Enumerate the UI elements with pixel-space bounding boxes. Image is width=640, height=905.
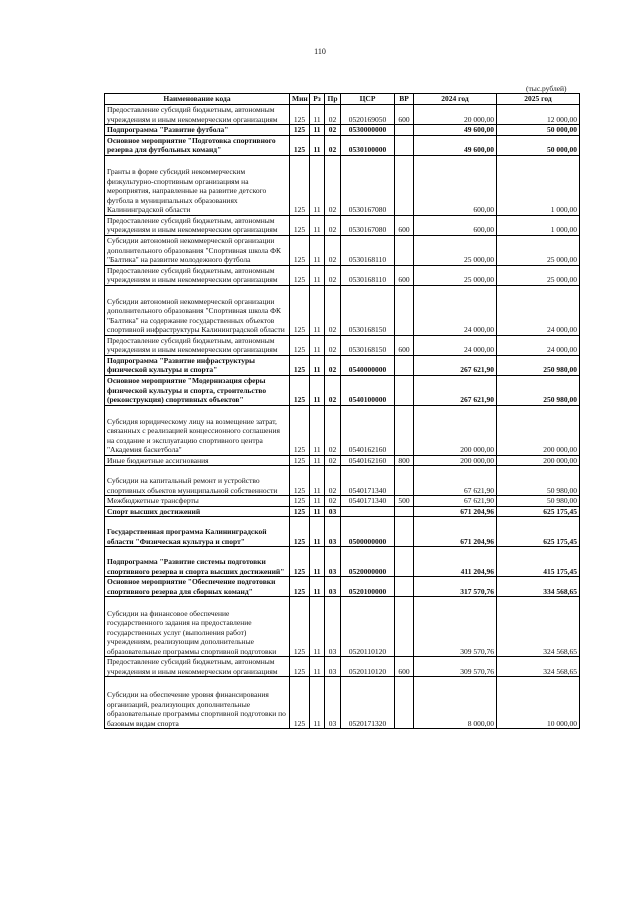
row-min: 125 <box>290 135 310 155</box>
row-year-2025: 625 175,45 <box>497 506 580 517</box>
row-year-2024: 267 621,90 <box>414 355 497 375</box>
row-name: Предоставление субсидий бюджетным, автономным учреждениям и иным некоммерческим организациям <box>105 105 290 125</box>
row-year-2025: 10 000,00 <box>497 677 580 729</box>
row-csr: 0530000000 <box>341 125 395 136</box>
row-name: Предоставление субсидий бюджетным, автономным учреждениям и иным некоммерческим организациям <box>105 215 290 235</box>
row-year-2025: 50 980,00 <box>497 496 580 507</box>
row-pr: 02 <box>325 466 341 496</box>
row-rz: 11 <box>310 265 325 285</box>
row-year-2025: 415 175,45 <box>497 547 580 577</box>
row-vr <box>395 135 414 155</box>
row-year-2024: 309 570,76 <box>414 657 497 677</box>
row-year-2025: 1 000,00 <box>497 155 580 215</box>
table-row <box>105 597 580 657</box>
row-rz: 11 <box>310 657 325 677</box>
row-pr: 03 <box>325 657 341 677</box>
header-rz: Рз <box>310 94 325 105</box>
row-name: Субсидии автономной некоммерческой организации дополнительного образования "Спортивная школа ФК "Балтика" на развитие молодежного футбола <box>105 235 290 265</box>
row-year-2024: 25 000,00 <box>414 265 497 285</box>
row-pr: 03 <box>325 517 341 547</box>
row-year-2025: 50 000,00 <box>497 125 580 136</box>
row-rz: 11 <box>310 506 325 517</box>
row-year-2024: 600,00 <box>414 215 497 235</box>
row-vr: 600 <box>395 265 414 285</box>
row-year-2024: 200 000,00 <box>414 455 497 466</box>
table-row <box>105 577 580 597</box>
row-min: 125 <box>290 155 310 215</box>
row-year-2024: 49 600,00 <box>414 135 497 155</box>
row-vr <box>395 547 414 577</box>
row-name: Предоставление субсидий бюджетным, автономным учреждениям и иным некоммерческим организациям <box>105 265 290 285</box>
row-vr <box>395 677 414 729</box>
row-rz: 11 <box>310 496 325 507</box>
row-rz: 11 <box>310 215 325 235</box>
row-rz: 11 <box>310 335 325 355</box>
table-row <box>105 517 580 547</box>
row-min: 125 <box>290 577 310 597</box>
row-name: Субсидии на финансовое обеспечение государственного задания на предоставление государственных услуг (выполнения работ) учреждениям, реализующим дополнительные образовательные программы спортивной подготовки <box>105 597 290 657</box>
table-row <box>105 657 580 677</box>
table-row <box>105 466 580 496</box>
row-pr: 02 <box>325 335 341 355</box>
row-pr: 02 <box>325 496 341 507</box>
row-year-2025: 24 000,00 <box>497 285 580 335</box>
row-vr <box>395 577 414 597</box>
table-row <box>105 285 580 335</box>
row-name: Иные бюджетные ассигнования <box>105 455 290 466</box>
table-row <box>105 235 580 265</box>
row-name: Подпрограмма "Развитие инфраструктуры физической культуры и спорта" <box>105 355 290 375</box>
budget-table <box>104 93 580 729</box>
table-row <box>105 125 580 136</box>
row-year-2025: 50 980,00 <box>497 466 580 496</box>
table-row <box>105 335 580 355</box>
header-name: Наименование кода <box>105 94 290 105</box>
row-pr: 03 <box>325 547 341 577</box>
row-rz: 11 <box>310 375 325 405</box>
row-vr <box>395 355 414 375</box>
row-min: 125 <box>290 496 310 507</box>
row-min: 125 <box>290 375 310 405</box>
row-year-2025: 250 980,00 <box>497 355 580 375</box>
row-name: Подпрограмма "Развитие системы подготовки спортивного резерва и спорта высших достижений" <box>105 547 290 577</box>
row-year-2024: 411 204,96 <box>414 547 497 577</box>
row-csr: 0530168150 <box>341 335 395 355</box>
header-min: Мин <box>290 94 310 105</box>
row-csr: 0520110120 <box>341 657 395 677</box>
row-year-2025: 334 568,65 <box>497 577 580 597</box>
row-pr: 02 <box>325 235 341 265</box>
row-pr: 03 <box>325 677 341 729</box>
row-rz: 11 <box>310 155 325 215</box>
row-year-2025: 200 000,00 <box>497 455 580 466</box>
row-vr: 600 <box>395 657 414 677</box>
row-csr: 0530168110 <box>341 235 395 265</box>
row-min: 125 <box>290 125 310 136</box>
row-year-2024: 25 000,00 <box>414 235 497 265</box>
row-year-2024: 200 000,00 <box>414 405 497 455</box>
row-year-2025: 200 000,00 <box>497 405 580 455</box>
row-year-2024: 67 621,90 <box>414 496 497 507</box>
row-year-2024: 600,00 <box>414 155 497 215</box>
row-name: Подпрограмма "Развитие футбола" <box>105 125 290 136</box>
row-csr: 0500000000 <box>341 517 395 547</box>
row-csr: 0530168110 <box>341 265 395 285</box>
row-vr <box>395 285 414 335</box>
row-vr <box>395 375 414 405</box>
row-vr: 800 <box>395 455 414 466</box>
row-min: 125 <box>290 506 310 517</box>
row-year-2024: 24 000,00 <box>414 335 497 355</box>
row-rz: 11 <box>310 677 325 729</box>
row-vr: 600 <box>395 105 414 125</box>
row-name: Основное мероприятие "Подготовка спортивного резерва для футбольных команд" <box>105 135 290 155</box>
row-csr: 0540162160 <box>341 405 395 455</box>
row-min: 125 <box>290 455 310 466</box>
header-vr: ВР <box>395 94 414 105</box>
table-row <box>105 677 580 729</box>
row-min: 125 <box>290 335 310 355</box>
table-row <box>105 547 580 577</box>
row-pr: 02 <box>325 375 341 405</box>
row-rz: 11 <box>310 597 325 657</box>
table-row <box>105 506 580 517</box>
row-pr: 02 <box>325 125 341 136</box>
header-year-2024: 2024 год <box>414 94 497 105</box>
header-pr: Пр <box>325 94 341 105</box>
row-vr <box>395 125 414 136</box>
row-vr: 500 <box>395 496 414 507</box>
row-year-2025: 25 000,00 <box>497 235 580 265</box>
row-year-2024: 49 600,00 <box>414 125 497 136</box>
row-pr: 02 <box>325 155 341 215</box>
table-row <box>105 455 580 466</box>
row-vr <box>395 155 414 215</box>
row-vr: 600 <box>395 215 414 235</box>
row-name: Субсидии на обеспечение уровня финансирования организаций, реализующих дополнительные образовательные программы спортивной подготовки по базовым видам спорта <box>105 677 290 729</box>
table-header-row <box>105 94 580 105</box>
page-number: 110 <box>314 47 326 56</box>
row-name: Межбюджетные трансферты <box>105 496 290 507</box>
row-year-2024: 267 621,90 <box>414 375 497 405</box>
row-min: 125 <box>290 105 310 125</box>
row-pr: 03 <box>325 597 341 657</box>
row-year-2025: 1 000,00 <box>497 215 580 235</box>
units-label: (тыс.рублей) <box>526 84 567 93</box>
row-year-2025: 324 568,65 <box>497 597 580 657</box>
row-rz: 11 <box>310 135 325 155</box>
row-name: Субсидии на капитальный ремонт и устройство спортивных объектов муниципальной собственности <box>105 466 290 496</box>
row-min: 125 <box>290 547 310 577</box>
row-vr <box>395 506 414 517</box>
row-rz: 11 <box>310 577 325 597</box>
row-min: 125 <box>290 405 310 455</box>
row-name: Субсидия юридическому лицу на возмещение затрат, связанных с реализацией концессионного соглашения на создание и эксплуатацию спортивного центра "Академия баскетбола" <box>105 405 290 455</box>
row-pr: 03 <box>325 577 341 597</box>
row-min: 125 <box>290 517 310 547</box>
row-name: Предоставление субсидий бюджетным, автономным учреждениям и иным некоммерческим организациям <box>105 657 290 677</box>
row-min: 125 <box>290 355 310 375</box>
row-rz: 11 <box>310 125 325 136</box>
table-row <box>105 105 580 125</box>
row-vr <box>395 235 414 265</box>
table-row <box>105 405 580 455</box>
row-rz: 11 <box>310 466 325 496</box>
row-rz: 11 <box>310 105 325 125</box>
row-min: 125 <box>290 657 310 677</box>
row-pr: 02 <box>325 405 341 455</box>
row-vr <box>395 466 414 496</box>
row-name: Субсидии автономной некоммерческой организации дополнительного образования "Спортивная школа ФК "Балтика" на содержание государственных объектов спортивной инфраструктуры Калининградской области <box>105 285 290 335</box>
row-name: Гранты в форме субсидий некоммерческим физкультурно-спортивным организациям на мероприятия, направленные на развитие детского футбола в муниципальных образованиях Калининградской области <box>105 155 290 215</box>
row-name: Основное мероприятие "Модернизация сферы физической культуры и спорта, строительство (реконструкция) спортивных объектов" <box>105 375 290 405</box>
row-csr: 0540171340 <box>341 466 395 496</box>
row-csr: 0540000000 <box>341 355 395 375</box>
row-year-2024: 24 000,00 <box>414 285 497 335</box>
row-name: Предоставление субсидий бюджетным, автономным учреждениям и иным некоммерческим организациям <box>105 335 290 355</box>
row-csr: 0540162160 <box>341 455 395 466</box>
row-csr: 0540100000 <box>341 375 395 405</box>
row-name: Основное мероприятие "Обеспечение подготовки спортивного резерва для сборных команд" <box>105 577 290 597</box>
row-rz: 11 <box>310 405 325 455</box>
row-vr: 600 <box>395 335 414 355</box>
row-year-2024: 20 000,00 <box>414 105 497 125</box>
row-rz: 11 <box>310 285 325 335</box>
row-rz: 11 <box>310 355 325 375</box>
row-csr: 0520100000 <box>341 577 395 597</box>
table-row <box>105 375 580 405</box>
row-csr: 0520000000 <box>341 547 395 577</box>
row-rz: 11 <box>310 547 325 577</box>
row-csr: 0520110120 <box>341 597 395 657</box>
row-csr: 0530100000 <box>341 135 395 155</box>
row-year-2025: 25 000,00 <box>497 265 580 285</box>
row-pr: 02 <box>325 135 341 155</box>
row-year-2025: 250 980,00 <box>497 375 580 405</box>
row-year-2025: 625 175,45 <box>497 517 580 547</box>
row-min: 125 <box>290 215 310 235</box>
row-year-2024: 671 204,96 <box>414 517 497 547</box>
row-min: 125 <box>290 677 310 729</box>
row-pr: 02 <box>325 355 341 375</box>
row-pr: 02 <box>325 215 341 235</box>
row-min: 125 <box>290 466 310 496</box>
row-min: 125 <box>290 265 310 285</box>
row-pr: 03 <box>325 506 341 517</box>
row-csr: 0520169050 <box>341 105 395 125</box>
row-csr: 0520171320 <box>341 677 395 729</box>
row-year-2025: 12 000,00 <box>497 105 580 125</box>
row-rz: 11 <box>310 235 325 265</box>
row-year-2024: 671 204,96 <box>414 506 497 517</box>
row-vr <box>395 517 414 547</box>
row-csr <box>341 506 395 517</box>
row-csr: 0540171340 <box>341 496 395 507</box>
row-year-2024: 8 000,00 <box>414 677 497 729</box>
table-row <box>105 215 580 235</box>
table-row <box>105 135 580 155</box>
row-name: Государственная программа Калининградской области "Физическая культура и спорт" <box>105 517 290 547</box>
row-vr <box>395 597 414 657</box>
header-csr: ЦСР <box>341 94 395 105</box>
row-min: 125 <box>290 285 310 335</box>
row-year-2024: 317 570,76 <box>414 577 497 597</box>
row-year-2025: 50 000,00 <box>497 135 580 155</box>
row-year-2025: 324 568,65 <box>497 657 580 677</box>
row-rz: 11 <box>310 517 325 547</box>
table-row <box>105 355 580 375</box>
table-row <box>105 265 580 285</box>
table-row <box>105 155 580 215</box>
row-csr: 0530168150 <box>341 285 395 335</box>
table-row <box>105 496 580 507</box>
row-rz: 11 <box>310 455 325 466</box>
row-pr: 02 <box>325 285 341 335</box>
row-year-2025: 24 000,00 <box>497 335 580 355</box>
row-min: 125 <box>290 235 310 265</box>
row-year-2024: 309 570,76 <box>414 597 497 657</box>
header-year-2025: 2025 год <box>497 94 580 105</box>
row-name: Спорт высших достижений <box>105 506 290 517</box>
row-pr: 02 <box>325 265 341 285</box>
row-vr <box>395 405 414 455</box>
row-min: 125 <box>290 597 310 657</box>
row-csr: 0530167080 <box>341 215 395 235</box>
row-pr: 02 <box>325 455 341 466</box>
row-pr: 02 <box>325 105 341 125</box>
row-year-2024: 67 621,90 <box>414 466 497 496</box>
row-csr: 0530167080 <box>341 155 395 215</box>
